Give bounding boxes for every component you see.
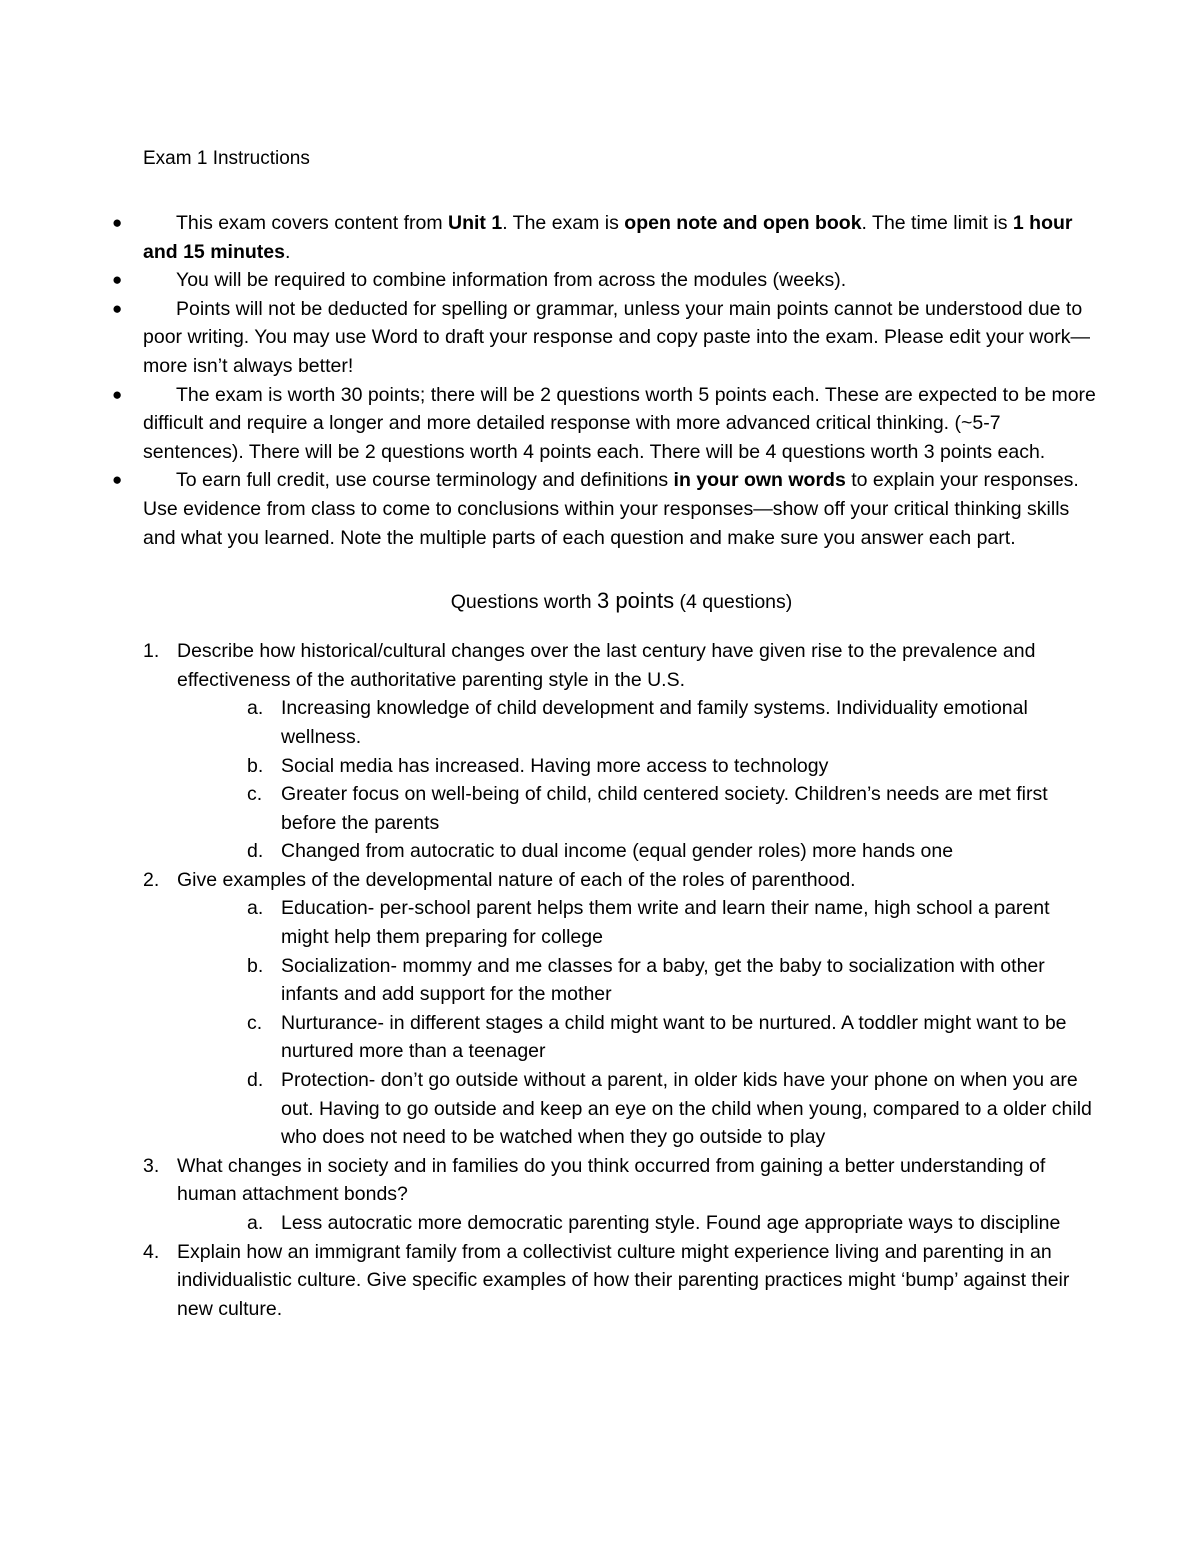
questions-list: [143, 637, 1100, 1323]
page-title: Exam 1 Instructions: [143, 148, 310, 169]
answer-item: d. Protection- don’t go outside without a parent, in older kids have your phone on when you are out. Having to go outside and keep an eye on the child when young, compared to a older child who does not need to be watched when they go outside to play: [247, 1069, 1092, 1149]
instruction-item: ● The exam is worth 30 points; there will be 2 questions worth 5 points each. These are expected to be more difficult and require a longer and more detailed response with more advanced critical thinking. (~5-7 sentences). There will be 2 questions worth 4 points each. There will be 4 questions worth 3 points each.: [143, 381, 1100, 467]
question-number: 4.: [143, 1240, 160, 1263]
question-text: Describe how historical/cultural changes over the last century have given rise to the prevalence and effectiveness of the authoritative parenting style in the U.S.: [177, 640, 1036, 691]
instruction-item: ● This exam covers content from Unit 1. The exam is open note and open book. The time limit is 1 hour and 15 minutes.: [143, 209, 1100, 266]
answer-list: [177, 1209, 1100, 1238]
bullet-icon: ●: [112, 470, 123, 490]
question-text: What changes in society and in families do you think occurred from gaining a better understanding of human attachment bonds?: [177, 1154, 1046, 1206]
question-item: [143, 1152, 1100, 1238]
instruction-item: ● Points will not be deducted for spelling or grammar, unless your main points cannot be understood due to poor writing. You may use Word to draft your response and copy paste into the exam. Please edit your work—more isn’t always better!: [143, 295, 1100, 381]
bullet-icon: ●: [112, 384, 123, 404]
bullet-icon: ●: [112, 298, 123, 318]
question-number: 2.: [143, 868, 160, 891]
answer-item: d. Changed from autocratic to dual income (equal gender roles) more hands one: [247, 840, 954, 863]
answer-item: c. Greater focus on well-being of child, child centered society. Children’s needs are met first before the parents: [247, 783, 1048, 834]
instructions-list: [112, 209, 1100, 552]
answer-item: a. Increasing knowledge of child development and family systems. Individuality emotional wellness.: [247, 697, 1028, 748]
question-item: [143, 1238, 1100, 1324]
question-number: 3.: [143, 1154, 160, 1177]
instruction-item: ● You will be required to combine information from across the modules (weeks).: [143, 266, 1100, 295]
section-heading: Questions worth 3 points (4 questions): [450, 588, 793, 614]
question-item: [143, 866, 1100, 1152]
answer-list: [177, 894, 1100, 1151]
answer-item: b. Social media has increased. Having more access to technology: [247, 754, 829, 777]
answer-list: [177, 694, 1100, 866]
bullet-icon: ●: [112, 213, 123, 232]
question-text: Give examples of the developmental nature of each of the roles of parenthood.: [177, 868, 856, 891]
answer-item: a. Education- per-school parent helps them write and learn their name, high school a parent might help them preparing for college: [247, 897, 1050, 949]
answer-item: c. Nurturance- in different stages a child might want to be nurtured. A toddler might want to be nurtured more than a teenager: [247, 1011, 1067, 1063]
question-item: [143, 637, 1100, 866]
question-text: Explain how an immigrant family from a collectivist culture might experience living and parenting in an individualistic culture. Give specific examples of how their parenting practices might ‘bump’ against their new culture.: [177, 1240, 1070, 1320]
answer-item: a. Less autocratic more democratic parenting style. Found age appropriate ways to discipline: [247, 1212, 1061, 1234]
answer-item: b. Socialization- mommy and me classes for a baby, get the baby to socialization with other infants and add support for the mother: [247, 954, 1045, 1006]
bullet-icon: ●: [112, 270, 123, 290]
question-number: 1.: [143, 640, 160, 663]
instruction-item: ● To earn full credit, use course terminology and definitions in your own words to explain your responses. Use evidence from class to come to conclusions within your responses—show off your critical thinking skills and what you learned. Note the multiple parts of each question and make sure you answer each part.: [143, 466, 1100, 552]
